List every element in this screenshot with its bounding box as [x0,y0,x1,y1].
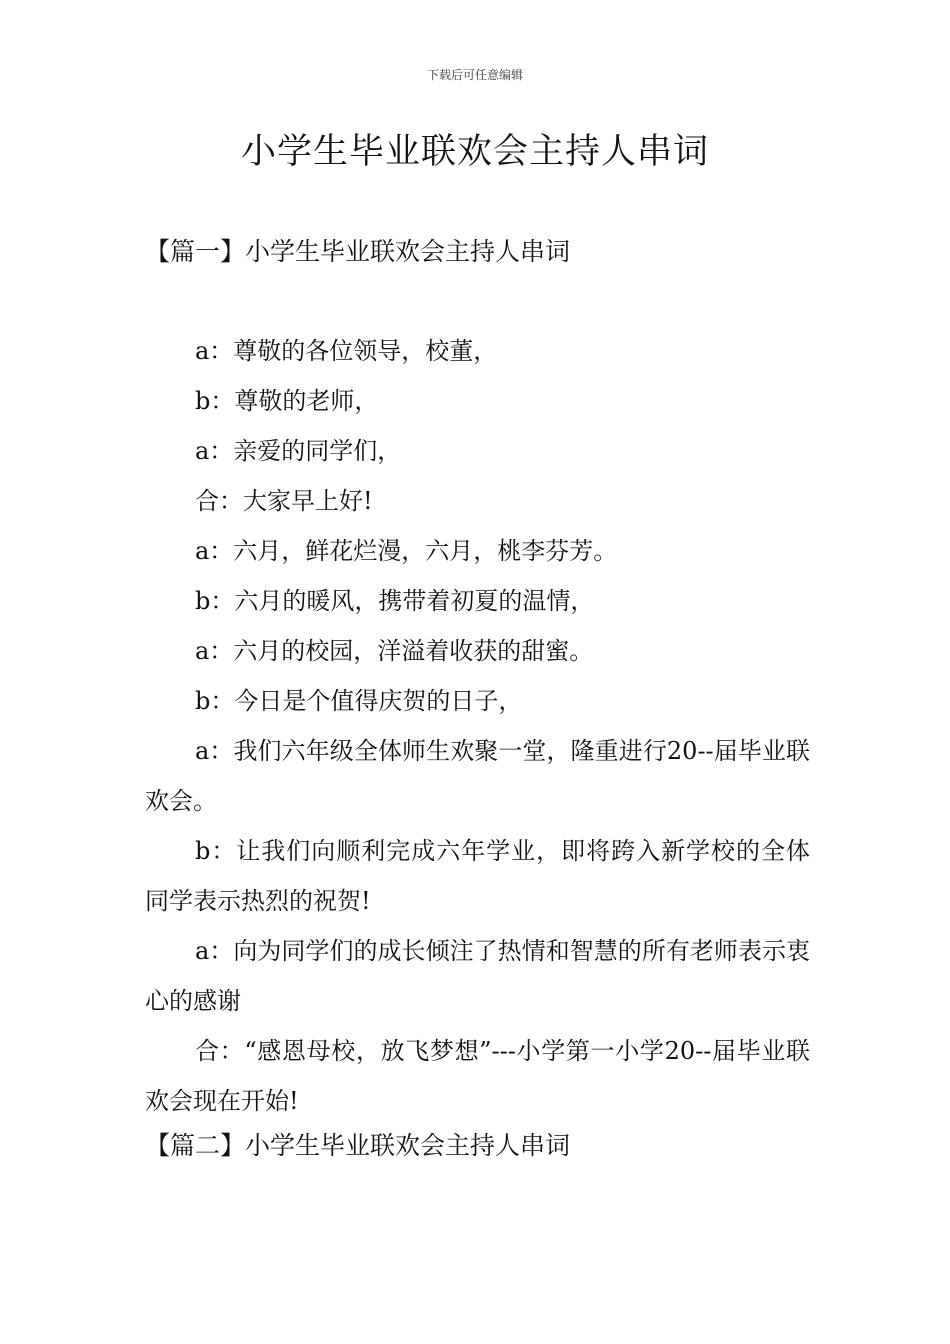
section-heading-2: 【篇二】小学生毕业联欢会主持人串词 [145,1131,571,1160]
dialogue-line: b：今日是个值得庆贺的日子， [195,687,523,715]
dialogue-line: b：尊敬的老师， [195,387,379,415]
dialogue-line: a：尊敬的各位领导，校董， [195,337,498,365]
dialogue-line: a：六月，鲜花烂漫，六月，桃李芬芳。 [195,537,618,565]
document-title: 小学生毕业联欢会主持人串词 [240,132,709,172]
header-note: 下载后可任意编辑 [426,68,523,82]
dialogue-body [145,326,810,1126]
dialogue-line: a：向为同学们的成长倾注了热情和智慧的所有老师表示衷心的感谢 [145,937,810,1015]
dialogue-line: 合：“感恩母校，放飞梦想”---小学第一小学20--届毕业联欢会现在开始! [145,1037,810,1115]
dialogue-line: a：亲爱的同学们， [195,437,402,465]
dialogue-line: a：我们六年级全体师生欢聚一堂，隆重进行20--届毕业联欢会。 [145,737,810,815]
dialogue-line: b：六月的暖风，携带着初夏的温情， [195,587,595,615]
dialogue-line: b：让我们向顺利完成六年学业，即将跨入新学校的全体同学表示热烈的祝贺! [145,837,810,915]
dialogue-line: 合：大家早上好! [195,487,373,515]
dialogue-line: a：六月的校园，洋溢着收获的甜蜜。 [195,637,594,665]
section-heading-1: 【篇一】小学生毕业联欢会主持人串词 [145,237,571,266]
